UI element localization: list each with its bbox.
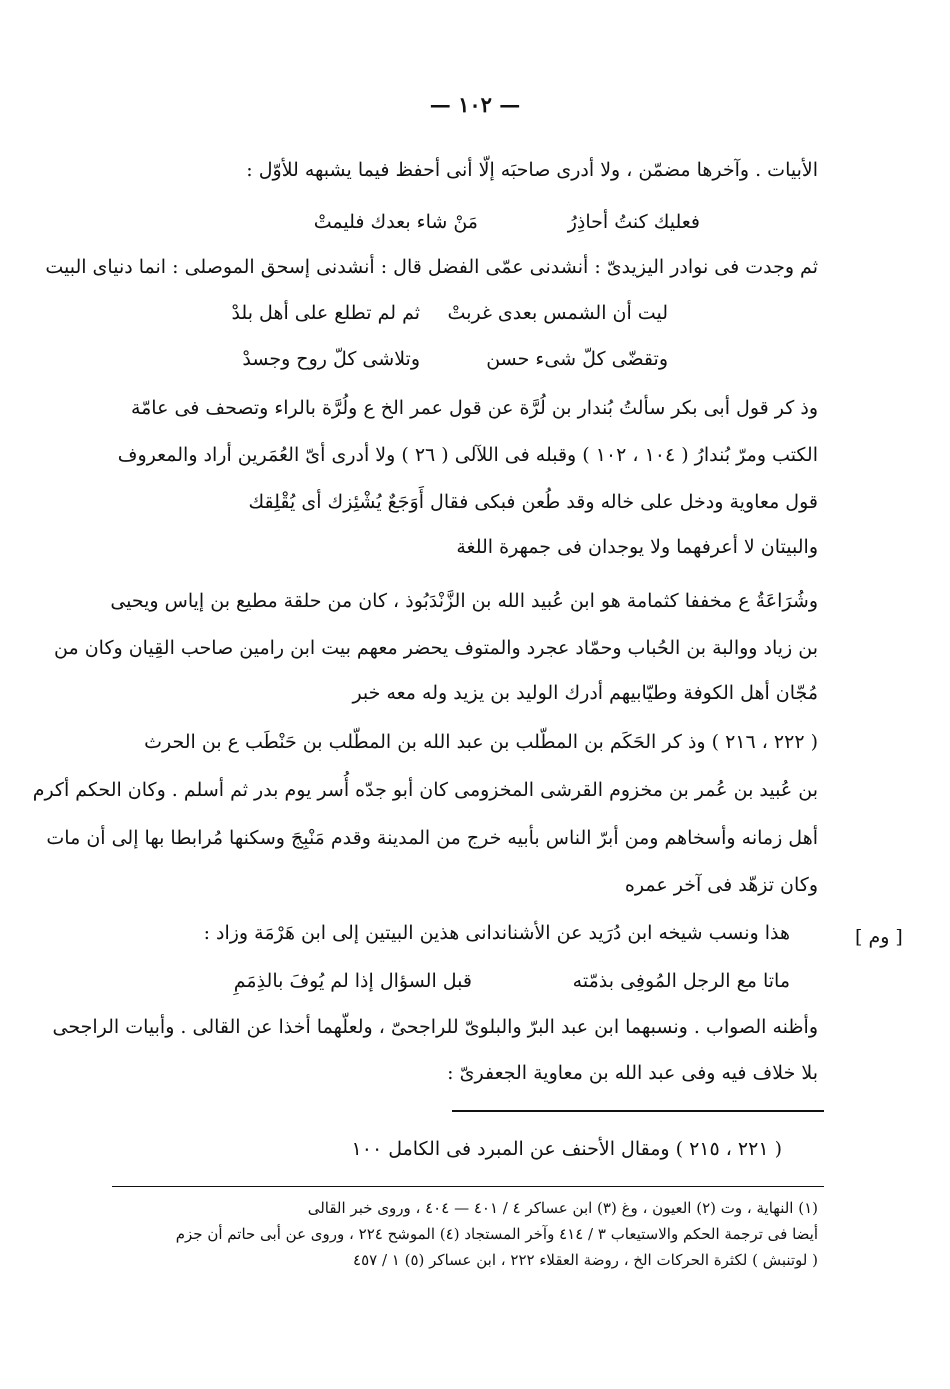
text-line: وذ كر قول أبى بكر سألتُ بُندار بن لُرَّة عن قول عمر الخ ع ولُرَّة بالراء وتصحف فى عامّة: [130, 397, 818, 419]
verse-second-hemistich: قبل السؤال إذا لم يُوفَ بالذِمَمِ: [233, 970, 472, 992]
text-line: بن زياد ووالبة بن الحُباب وحمّاد عجرد والمتوف يحضر معهم بيت ابن رامين صاحب القِيان وكان من: [54, 637, 818, 659]
text-line: بن عُبيد بن عُمر بن مخزوم القرشى المخزومى كان أبو جدّه أُسر يوم بدر ثم أسلم . وكان الحكم أكرم: [32, 779, 818, 801]
text-line: والبيتان لا أعرفهما ولا يوجدان فى جمهرة اللغة: [456, 536, 818, 558]
text-line: قول معاوية ودخل على خاله وقد طُعن فبكى فقال أَوَجَعٌ يُشْئِزك أى يُقْلِقك: [248, 491, 818, 513]
verse-first-hemistich: وتقضّى كلّ شىء حسن: [486, 348, 668, 370]
text-line: هذا ونسب شيخه ابن دُرَيد عن الأشناندانى هذين البيتين إلى ابن هَرْمَة وزاد :: [203, 922, 790, 944]
text-line: مُجّان أهل الكوفة وطيّابيهم أدرك الوليد بن يزيد وله معه خبر: [352, 682, 818, 704]
verse-first-hemistich: مَنْ شاء بعدك فليمتْ: [313, 211, 478, 233]
text-line: وكان تزهّد فى آخر عمره: [624, 874, 818, 896]
footnote-rule: [112, 1186, 824, 1187]
text-line: بلا خلاف فيه وفى عبد الله بن معاوية الجعفرىّ :: [447, 1062, 818, 1084]
page-number: — ١٠٢ —: [429, 92, 521, 117]
text-line: وأظنه الصواب . ونسبهما ابن عبد البرّ والبلوىّ للراجحىّ ، ولعلّهما أخذا عن القالى . وأبيات الراجحى: [52, 1016, 818, 1038]
verse-second-hemistich: وتلاشى كلّ روح وجسدْ: [242, 348, 420, 370]
section-rule: [452, 1110, 824, 1112]
text-line: الأبيات . وآخرها مضمّن ، ولا أدرى صاحبَه إلّا أنى أحفظ فيما يشبهه للأوّل :: [246, 159, 818, 181]
verse-second-hemistich: ثم لم تطلع على أهل بلدْ: [231, 302, 420, 324]
verse-first-hemistich: ليت أن الشمس بعدى غربتْ: [447, 302, 668, 324]
text-line: ثم وجدت فى نوادر اليزيدىّ : أنشدنى عمّى الفضل قال : أنشدنى إسحق الموصلى : انما دنياى البيت: [45, 256, 818, 278]
footnote-line: ( لوتنبش ) لكثرة الحركات الخ ، روضة العقلاء ٢٢٢ ، ابن عساكر (٥) ١ / ٤٥٧: [353, 1251, 818, 1269]
text-line: وشُرَاعَةُ ع مخففا كثمامة هو ابن عُبيد الله بن الزَّنْدَبُوذ ، كان من حلقة مطيع بن إياس ويحيى: [110, 590, 818, 612]
text-line: ( ٢٢٢ ، ٢١٦ ) وذ كر الحَكَم بن المطّلب بن عبد الله بن المطّلب بن حَنْطَب ع بن الحرث: [144, 731, 818, 753]
margin-note: [ وم ]: [855, 926, 903, 948]
text-line: أهل زمانه وأسخاهم ومن أبرّ الناس بأبيه خرج من المدينة وقدم مَنْبِجَ وسكنها مُرابطا بها إلى أن مات: [46, 827, 818, 849]
verse-first-hemistich: ماتا مع الرجل المُوفِى بذمّته: [572, 970, 790, 992]
footnote-line: أيضا فى ترجمة الحكم والاستيعاب ٣ / ٤١٤ وآخر المستجاد (٤) الموشح ٢٢٤ ، وروى عن أبى حاتم أن جزم: [175, 1225, 818, 1243]
text-line: الكتب ومرّ بُندارُ ( ١٠٤ ، ١٠٢ ) وقبله فى اللآلى ( ٢٦ ) ولا أدرى أىّ العُمَرين أراد والمعروف: [117, 444, 818, 466]
section-line: ( ٢٢١ ، ٢١٥ ) ومقال الأحنف عن المبرد فى الكامل ١٠٠: [351, 1138, 782, 1160]
footnote-line: (١) النهاية ، وت (٢) العيون ، وغ (٣) ابن عساكر ٤ / ٤٠١ — ٤٠٤ ، وروى خبر القالى: [307, 1199, 818, 1217]
verse-second-hemistich: فعليك كنتُ أحاذِرُ: [567, 211, 700, 233]
